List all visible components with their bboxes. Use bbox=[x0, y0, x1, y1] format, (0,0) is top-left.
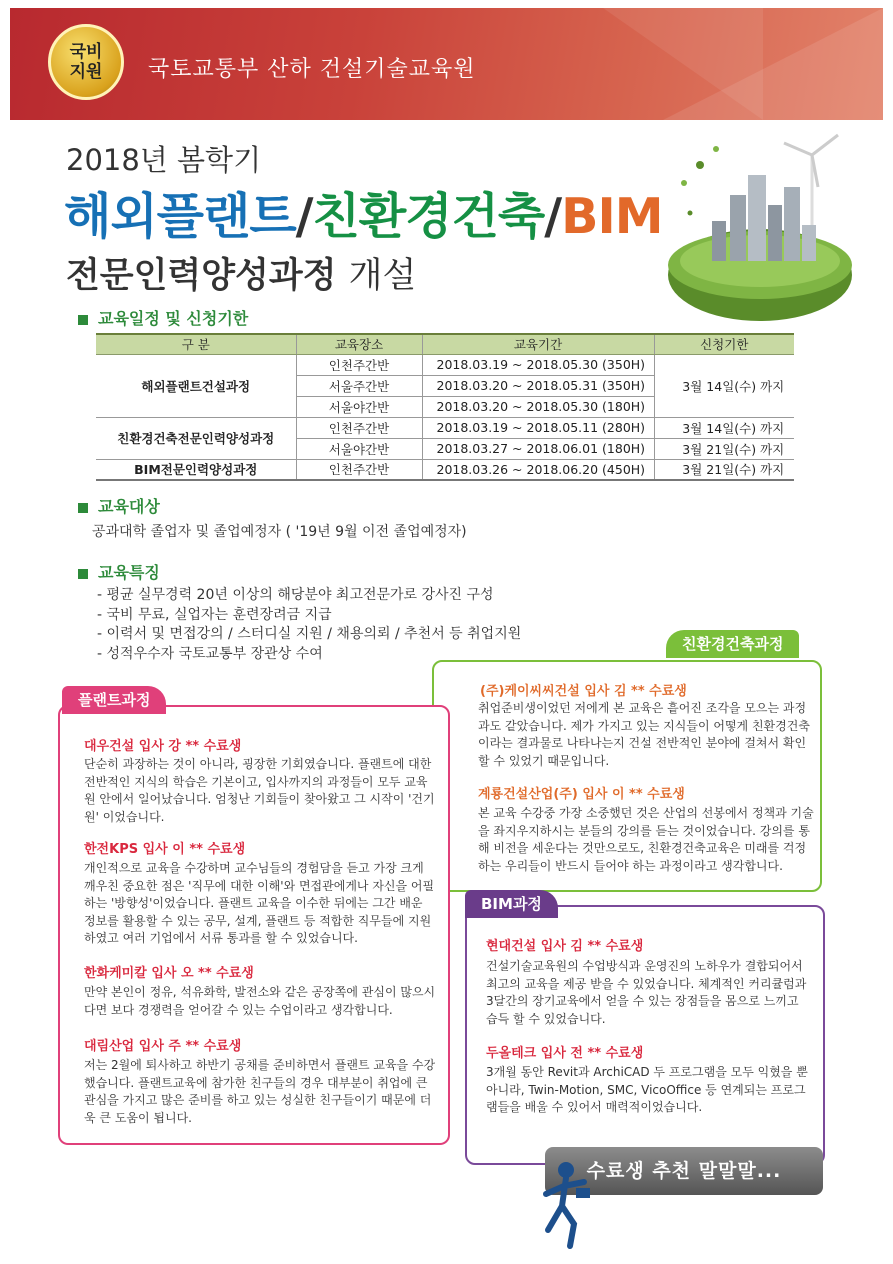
course-deadline: 3월 14일(수) 까지 bbox=[654, 417, 794, 438]
table-row bbox=[96, 459, 794, 480]
org-name: 국토교통부 산하 건설기술교육원 bbox=[148, 57, 476, 82]
tab-bim-course: BIM과정 bbox=[465, 890, 558, 918]
tab-eco-course: 친환경건축과정 bbox=[666, 630, 799, 658]
testimonial-body: 만약 본인이 정유, 석유화학, 발전소와 같은 공장쪽에 관심이 많으시다면 보다 경쟁력을 얻어갈 수 있는 수업이라고 생각합니다. bbox=[84, 985, 436, 1017]
schedule-table bbox=[96, 333, 794, 481]
banner-decoration bbox=[663, 8, 883, 120]
table-header-cell: 교육장소 bbox=[296, 334, 422, 354]
course-name: 해외플랜트건설과정 bbox=[96, 354, 296, 417]
target-description: 공과대학 졸업자 및 졸업예정자 ( '19년 9월 이전 졸업예정자) bbox=[92, 524, 467, 540]
features-list bbox=[97, 586, 521, 664]
course-period: 2018.03.27 ~ 2018.06.01 (180H) bbox=[422, 438, 654, 459]
bullet-square-icon bbox=[78, 315, 88, 325]
course-name: 친환경건축전문인력양성과정 bbox=[96, 417, 296, 459]
title-slash: / bbox=[544, 188, 562, 245]
list-item: - 이력서 및 면접강의 / 스터디실 지원 / 채용의뢰 / 추천서 등 취업지원 bbox=[97, 625, 521, 645]
course-period: 2018.03.19 ~ 2018.05.11 (280H) bbox=[422, 417, 654, 438]
eco-city-illustration bbox=[660, 125, 860, 325]
title-part-plant: 해외플랜트 bbox=[64, 188, 296, 245]
title-part-bim: BIM bbox=[561, 188, 663, 245]
testimonial-name: 두올테크 입사 전 ** 수료생 bbox=[486, 1046, 644, 1061]
main-title bbox=[64, 178, 663, 248]
table-row bbox=[96, 417, 794, 438]
table-header-cell: 신청기한 bbox=[654, 334, 794, 354]
table-header-row bbox=[96, 334, 794, 354]
testimonial-name: 한전KPS 입사 이 ** 수료생 bbox=[84, 842, 246, 857]
badge-line: 지원 bbox=[69, 62, 103, 82]
course-period: 2018.03.19 ~ 2018.05.30 (350H) bbox=[422, 354, 654, 375]
testimonial-body: 단순히 과장하는 것이 아니라, 굉장한 기회였습니다. 플랜트에 대한 전반적인 지식의 학습은 기본이고, 입사까지의 과정들이 모두 교육원 안에서 일어났습니다. 엄청난 기회들이 찾아왔고 그 시작이 '건기원' 이었습니다. bbox=[84, 757, 435, 824]
table-row bbox=[96, 354, 794, 375]
bullet-square-icon bbox=[78, 569, 88, 579]
testimonial-name: 현대건설 입사 김 ** 수료생 bbox=[486, 939, 644, 954]
course-period: 2018.03.26 ~ 2018.06.20 (450H) bbox=[422, 459, 654, 480]
testimonial-name: 대우건설 입사 강 ** 수료생 bbox=[84, 739, 242, 754]
testimonial-name: 계룡건설산업(주) 입사 이 ** 수료생 bbox=[478, 787, 685, 802]
course-place: 인천주간반 bbox=[296, 354, 422, 375]
section-heading-target: 교육대상 bbox=[78, 494, 160, 517]
list-item: - 성적우수자 국토교통부 장관상 수여 bbox=[97, 645, 521, 665]
testimonial-name: 한화케미칼 입사 오 ** 수료생 bbox=[84, 966, 254, 981]
testimonial-body: 저는 2월에 퇴사하고 하반기 공채를 준비하면서 플랜트 교육을 수강했습니다. 플랜트교육에 참가한 친구들의 경우 대부분이 취업에 큰 관심을 가지고 많은 준비를 하고 있는 성실한 친구들이기 때문에 더욱 큰 도움이 됩니다. bbox=[84, 1058, 436, 1125]
course-deadline: 3월 21일(수) 까지 bbox=[654, 459, 794, 480]
course-place: 서울야간반 bbox=[296, 396, 422, 417]
course-place: 인천주간반 bbox=[296, 417, 422, 438]
testimonial-body: 개인적으로 교육을 수강하며 교수님들의 경험담을 듣고 가장 크게 깨우친 중요한 점은 '직무에 대한 이해'와 면접관에게나 자신을 어필하는 '방향성'이었습니다. 플랜트 교육을 이수한 뒤에는 그간 배운 정보를 활용할 수 있는 공무, 설계, 플랜트 등 적합한 직무들에 지원하였고 여러 기업에서 서류 통과를 할 수 있었습니다. bbox=[84, 861, 435, 945]
sub-title-light: 개설 bbox=[348, 256, 417, 296]
testimonial-body: 본 교육 수강중 가장 소중했던 것은 산업의 선봉에서 정책과 기술을 좌지우지하시는 분들의 강의를 듣는 것이었습니다. 강의를 통해 비전을 세운다는 것만으로도, 친환경건축교육은 미래를 걱정하는 우리들이 반드시 들어야 하는 과정이라고 생각합니다. bbox=[478, 806, 814, 873]
term-label: 2018년 봄학기 bbox=[66, 143, 262, 177]
sub-title bbox=[66, 248, 416, 298]
header-banner bbox=[10, 8, 883, 120]
bullet-square-icon bbox=[78, 503, 88, 513]
testimonial-body: 취업준비생이었던 저에게 본 교육은 흩어진 조각을 모으는 과정과도 같았습니다. 제가 가지고 있는 지식들이 어떻게 친환경건축이라는 결과물로 나타나는지 건설 전반적인 분야에 걸쳐서 확인할 수 있었기 때문입니다. bbox=[478, 701, 810, 768]
list-item: - 국비 무료, 실업자는 훈련장려금 지급 bbox=[97, 606, 521, 626]
runner-figure-icon bbox=[540, 1160, 600, 1250]
list-item: - 평균 실무경력 20년 이상의 해당분야 최고전문가로 강사진 구성 bbox=[97, 586, 521, 606]
course-place: 서울주간반 bbox=[296, 375, 422, 396]
section-heading-features: 교육특징 bbox=[78, 560, 160, 583]
course-period: 2018.03.20 ~ 2018.05.31 (350H) bbox=[422, 375, 654, 396]
course-deadline: 3월 14일(수) 까지 bbox=[654, 354, 794, 417]
course-period: 2018.03.20 ~ 2018.05.30 (180H) bbox=[422, 396, 654, 417]
title-part-eco: 친환경건축 bbox=[312, 188, 545, 245]
table-header-cell: 교육기간 bbox=[422, 334, 654, 354]
testimonial-body: 건설기술교육원의 수업방식과 운영진의 노하우가 결합되어서 최고의 교육을 제공 받을 수 있었습니다. 체계적인 커리큘럼과 3달간의 장기교육에서 얻을 수 있는 장점들을 몸으로 느끼고 습득 할 수 있었습니다. bbox=[486, 959, 807, 1026]
testimonial-body: 3개월 동안 Revit과 ArchiCAD 두 프로그램을 모두 익혔을 뿐 아니라, Twin-Motion, SMC, VicoOffice 등 연계되는 프로그램들을 배울 수 있어서 매력적이었습니다. bbox=[486, 1065, 808, 1114]
course-place: 서울야간반 bbox=[296, 438, 422, 459]
course-deadline: 3월 21일(수) 까지 bbox=[654, 438, 794, 459]
badge-line: 국비 bbox=[69, 42, 103, 62]
tab-plant-course: 플랜트과정 bbox=[62, 686, 166, 714]
table-header-cell: 구 분 bbox=[96, 334, 296, 354]
section-heading-schedule: 교육일정 및 신청기한 bbox=[78, 306, 248, 329]
recommend-banner: 수료생 추천 말말말... bbox=[545, 1147, 823, 1195]
testimonial-name: (주)케이씨씨건설 입사 김 ** 수료생 bbox=[480, 684, 687, 699]
course-place: 인천주간반 bbox=[296, 459, 422, 480]
title-slash: / bbox=[295, 188, 313, 245]
sub-title-bold: 전문인력양성과정 bbox=[66, 256, 337, 296]
funding-badge bbox=[48, 24, 124, 100]
course-name: BIM전문인력양성과정 bbox=[96, 459, 296, 480]
testimonial-name: 대림산업 입사 주 ** 수료생 bbox=[84, 1039, 242, 1054]
